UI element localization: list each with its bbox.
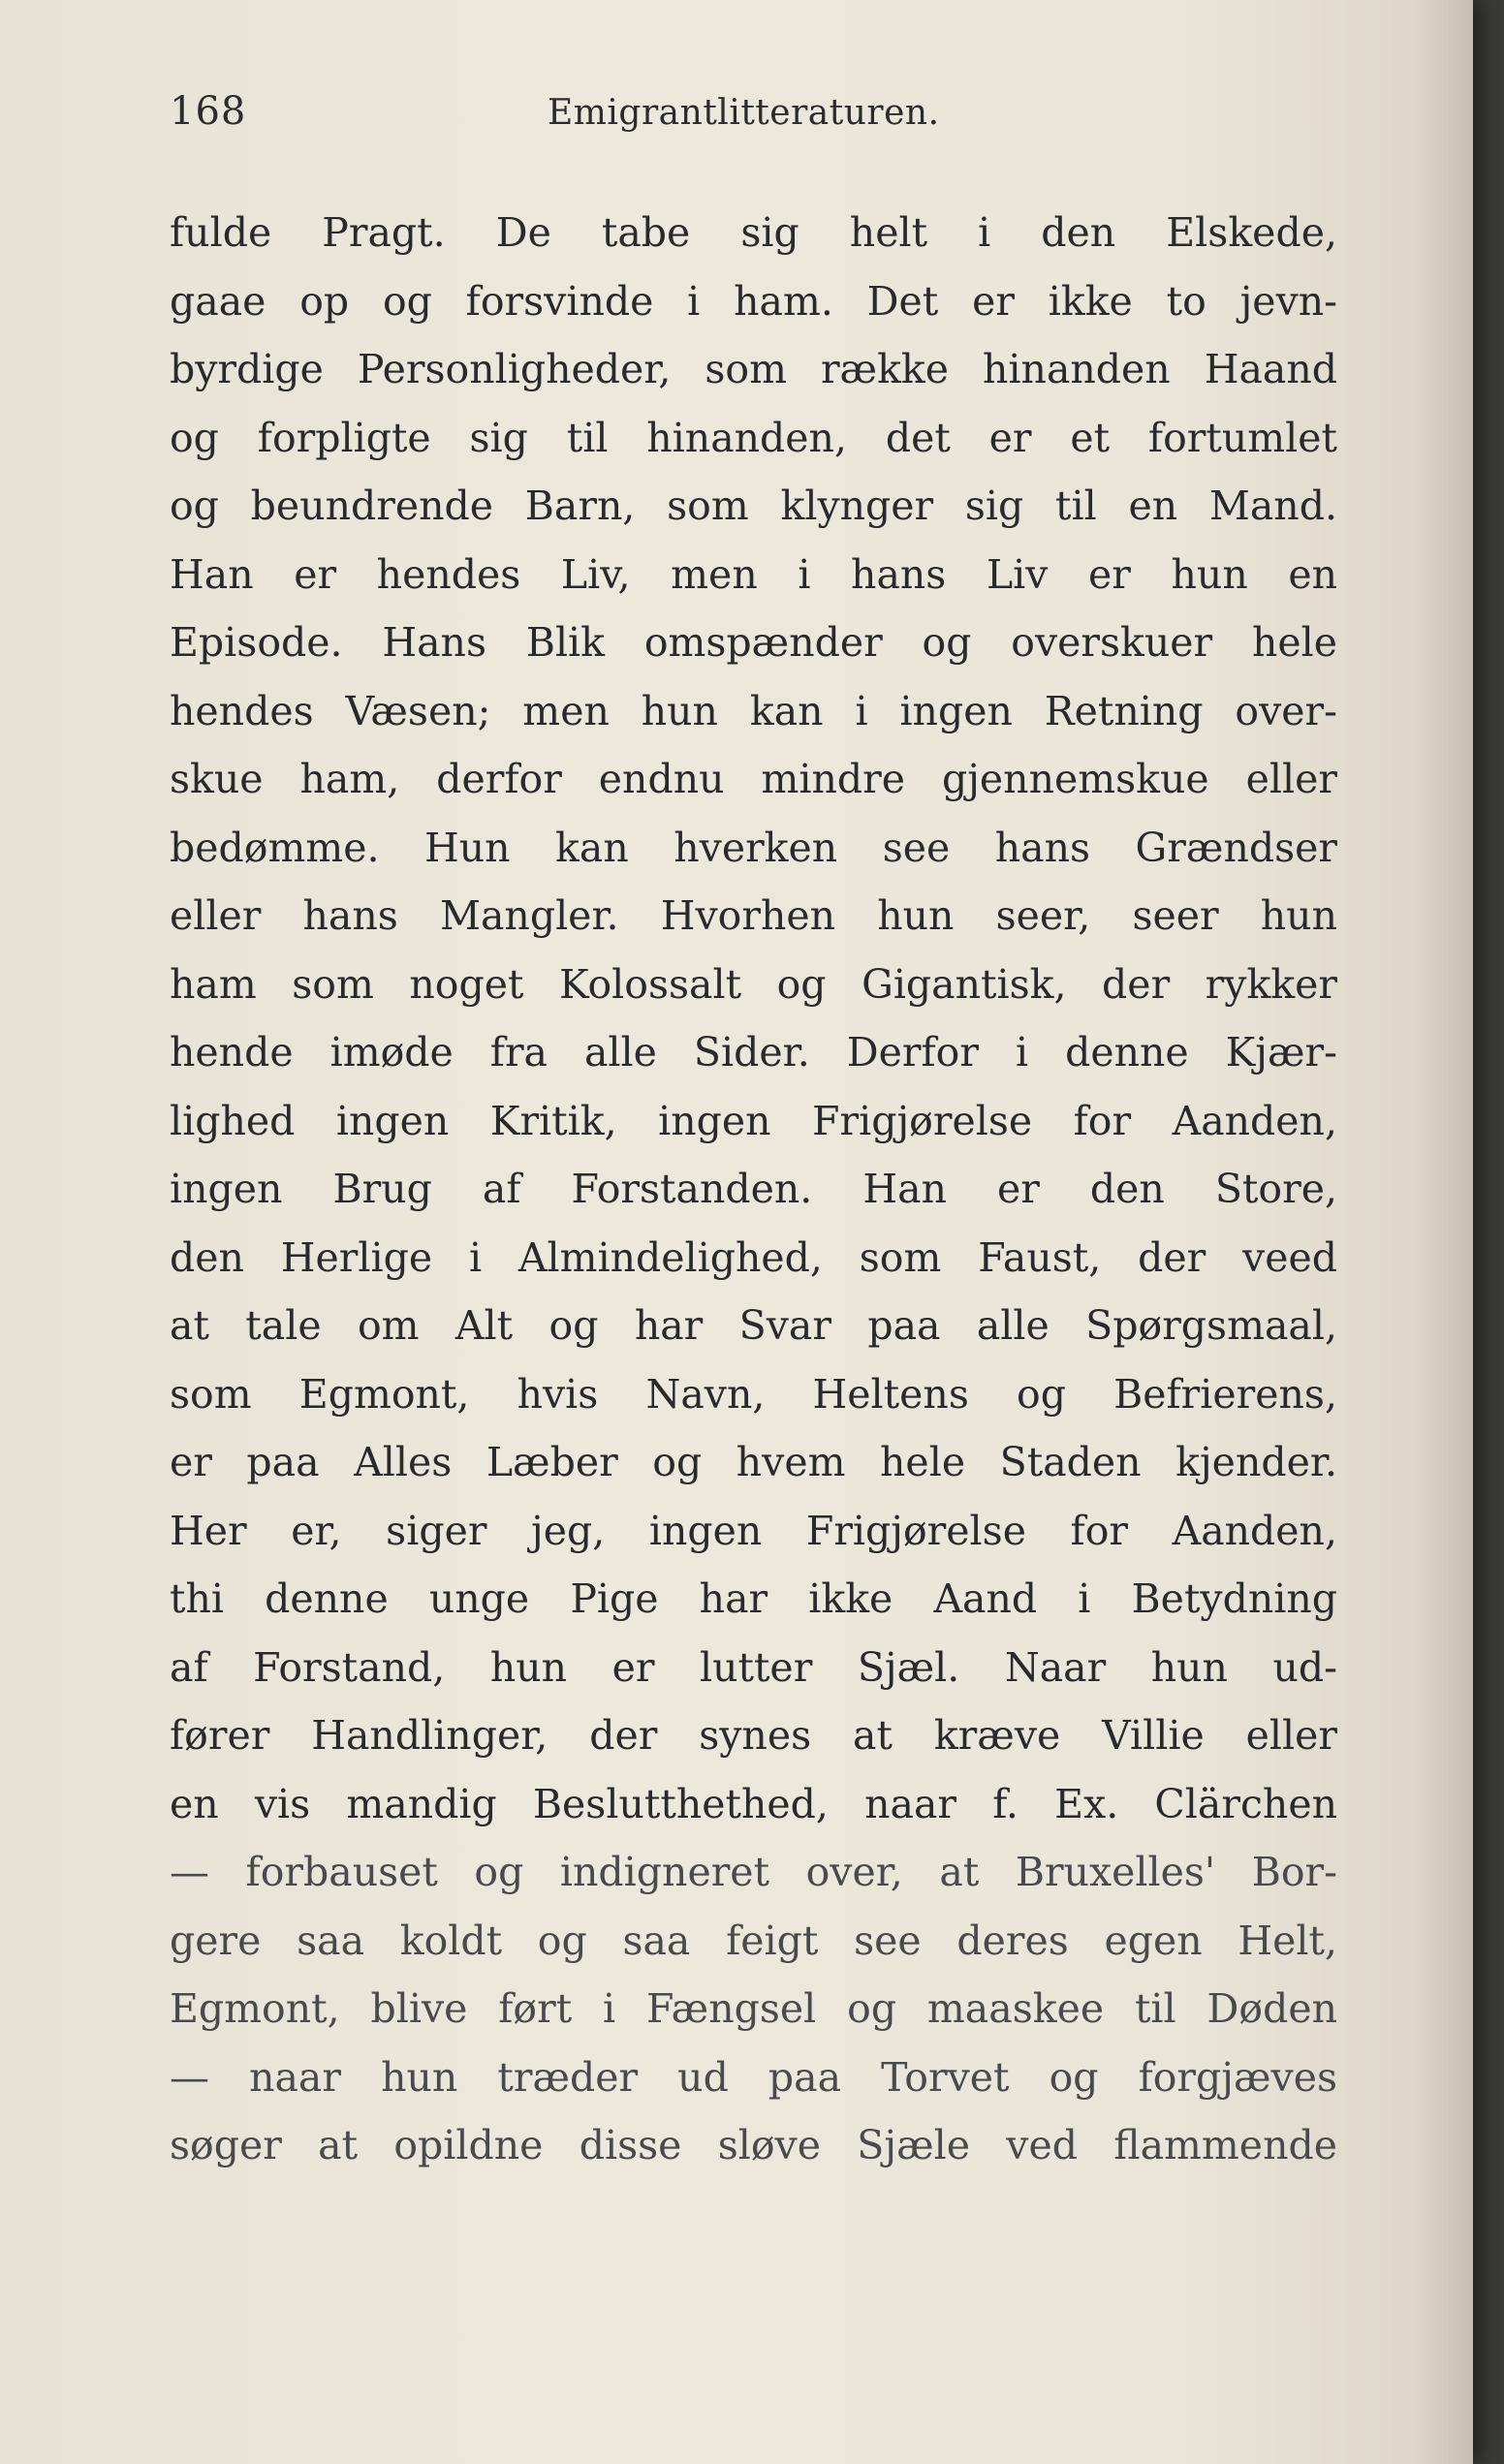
text-line: gaae op og forsvinde i ham. Det er ikke to jevn- xyxy=(170,277,1337,325)
text-line: byrdige Personligheder, som række hinanden Haand xyxy=(170,346,1337,392)
body-text xyxy=(170,199,1337,2180)
text-line: fører Handlinger, der synes at kræve Villie eller xyxy=(170,1712,1337,1759)
text-line: gere saa koldt og saa feigt see deres egen Helt, xyxy=(170,1917,1337,1964)
text-line: Episode. Hans Blik omspænder og overskuer hele xyxy=(170,619,1337,666)
text-line: at tale om Alt og har Svar paa alle Spørgsmaal, xyxy=(170,1302,1337,1349)
text-line: søger at opildne disse sløve Sjæle ved flammende xyxy=(170,2122,1337,2168)
text-line: lighed ingen Kritik, ingen Frigjørelse for Aanden, xyxy=(170,1097,1337,1144)
page-header xyxy=(170,89,1362,147)
text-line: som Egmont, hvis Navn, Heltens og Befrierens, xyxy=(170,1370,1337,1418)
text-line: af Forstand, hun er lutter Sjæl. Naar hun ud- xyxy=(170,1643,1337,1691)
text-line: bedømme. Hun kan hverken see hans Grændser xyxy=(170,824,1337,871)
text-line: Egmont, blive ført i Fængsel og maaskee til Døden xyxy=(170,1985,1337,2032)
page-number: 168 xyxy=(170,89,247,134)
text-line: Her er, siger jeg, ingen Frigjørelse for Aanden, xyxy=(170,1507,1337,1554)
text-line: thi denne unge Pige har ikke Aand i Betydning xyxy=(170,1575,1337,1622)
text-line: ingen Brug af Forstanden. Han er den Store, xyxy=(170,1166,1337,1212)
text-line: ham som noget Kolossalt og Gigantisk, der rykker xyxy=(170,960,1337,1008)
running-head: Emigrantlitteraturen. xyxy=(548,93,940,133)
text-line: fulde Pragt. De tabe sig helt i den Elskede, xyxy=(170,209,1337,256)
text-line: er paa Alles Læber og hvem hele Staden kjender. xyxy=(170,1439,1337,1485)
text-line: en vis mandig Beslutthethed, naar f. Ex. Clärchen xyxy=(170,1780,1337,1827)
text-line: skue ham, derfor endnu mindre gjennemskue eller xyxy=(170,756,1337,802)
text-line: — forbauset og indigneret over, at Bruxelles' Bor- xyxy=(170,1849,1337,1895)
text-line: hendes Væsen; men hun kan i ingen Retning over- xyxy=(170,687,1337,734)
text-line: — naar hun træder ud paa Torvet og forgjæves xyxy=(170,2053,1337,2101)
page-edge-shadow xyxy=(1415,0,1473,2464)
text-line: hende imøde fra alle Sider. Derfor i denne Kjær- xyxy=(170,1029,1337,1076)
text-line: og beundrende Barn, som klynger sig til en Mand. xyxy=(170,483,1337,529)
text-line: den Herlige i Almindelighed, som Faust, der veed xyxy=(170,1233,1337,1281)
text-line: Han er hendes Liv, men i hans Liv er hun en xyxy=(170,550,1337,598)
text-line: eller hans Mangler. Hvorhen hun seer, seer hun xyxy=(170,892,1337,939)
text-line: og forpligte sig til hinanden, det er et fortumlet xyxy=(170,414,1337,461)
